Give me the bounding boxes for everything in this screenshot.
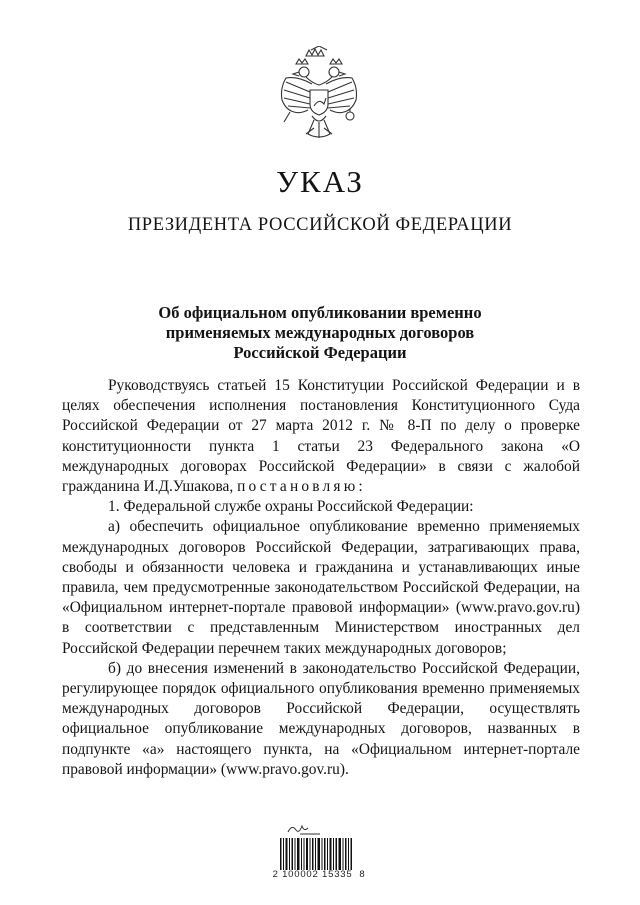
decree-heading: [120, 303, 520, 363]
barcode-number: 2 100002 15335 8: [272, 869, 366, 880]
document-subtitle: ПРЕЗИДЕНТА РОССИЙСКОЙ ФЕДЕРАЦИИ: [127, 215, 513, 235]
decree-heading-line: Российской Федерации: [233, 343, 407, 362]
document-title: УКАЗ: [276, 164, 364, 199]
intro-paragraph: [62, 376, 580, 497]
decree-heading-line: применяемых международных договоров: [165, 323, 475, 342]
handwritten-mark-icon: [286, 822, 324, 836]
decree-heading-line: Об официальном опубликовании временно: [158, 303, 482, 322]
item-1a-paragraph: а) обеспечить официальное опубликование временно применяемых международных договоров Российской Федерации, затрагивающих права, свободы и обязанности человека и гражданина и устанавливающих иные правила, чем предусмотренные законодательством Российской Федерации, на «Официальном интернет-портале правовой информации» (www.pravo.gov.ru) в соответствии с представленным Министерством иностранных дел Российской Федерации перечнем таких международных договоров;: [62, 518, 580, 657]
russian-coat-of-arms-icon: [276, 46, 362, 146]
item-1b-paragraph: б) до внесения изменений в законодательство Российской Федерации, регулирующее порядок официального опубликования временно применяемых международных договоров Российской Федерации, осуществлять официальное опубликование международных договоров, названных в подпункте «а» настоящего пункта, на «Официальном интернет-портале правовой информации» (www.pravo.gov.ru).: [62, 659, 580, 778]
intro-text: Руководствуясь статьей 15 Конституции Российской Федерации и в целях обеспечения исполнения постановления Конституционного Суда Российской Федерации от 27 марта 2012 г. № 8-П по делу о проверке конституционности пункта 1 статьи 23 Федерального закона «О международных договорах Российской Федерации» в связи с жалобой гражданина И.Д.Ушакова,: [62, 377, 580, 496]
decree-word: постановляю:: [237, 478, 366, 496]
barcode-icon: [280, 838, 352, 872]
decree-body: [62, 376, 580, 780]
item-1-paragraph: 1. Федеральной службе охраны Российской Федерации:: [108, 498, 474, 516]
